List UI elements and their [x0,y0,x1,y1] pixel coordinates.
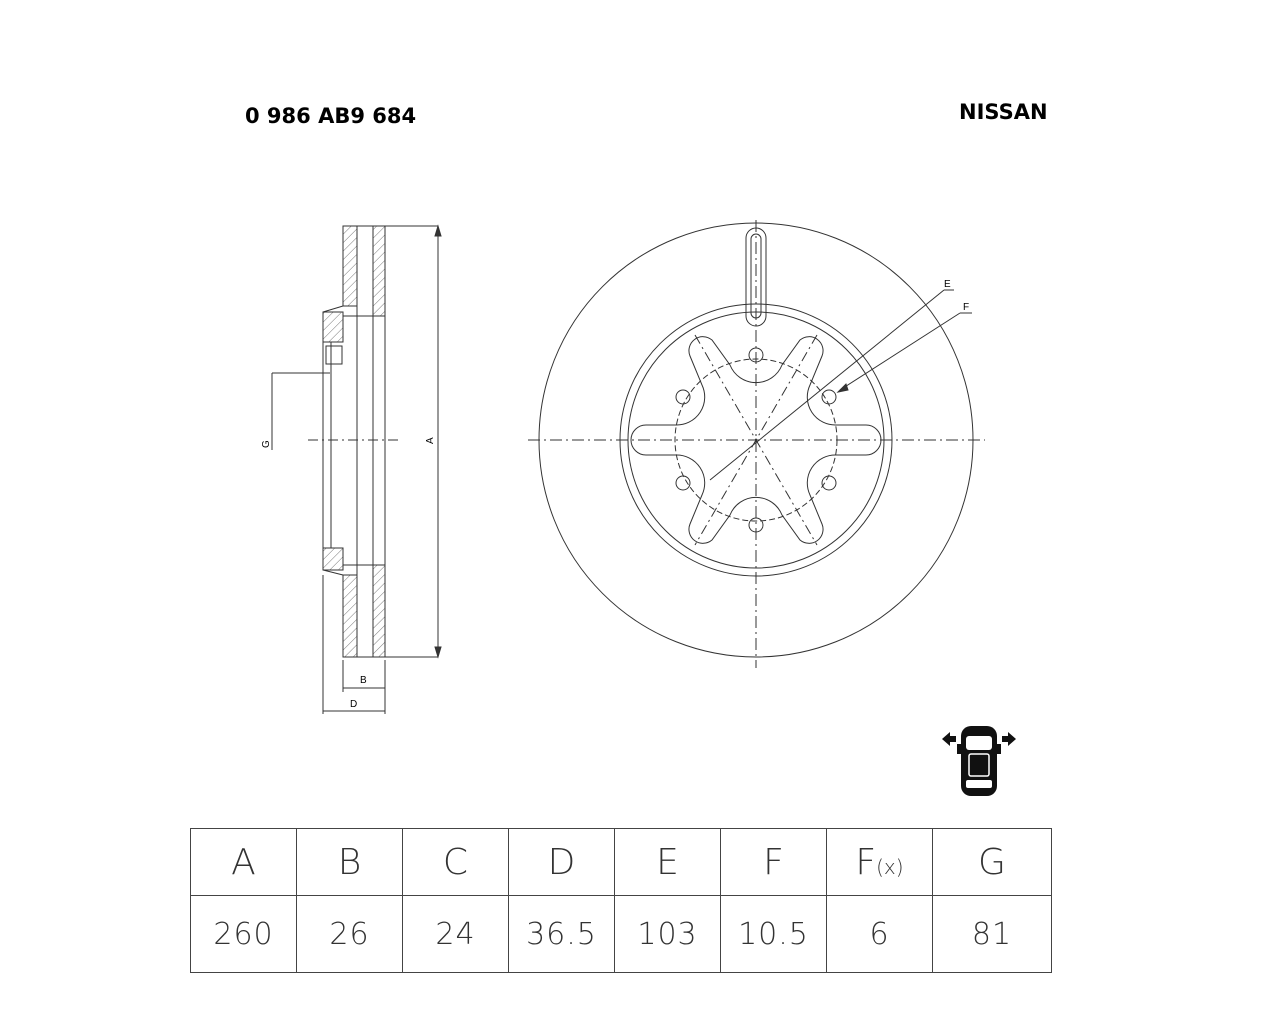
spec-value-b: 26 [297,896,403,973]
spec-header-d: D [509,829,615,896]
part-number: 0 986 AB9 684 [245,104,417,128]
spec-value-c: 24 [403,896,509,973]
dim-label-e: E [944,279,951,290]
spec-header-row [191,829,1052,896]
spec-header-fx [827,829,933,896]
spec-header-f: F [721,829,827,896]
front-view [528,220,985,668]
spec-value-f: 10.5 [721,896,827,973]
spec-value-a: 260 [191,896,297,973]
spec-header-fx-letter: F [855,841,877,883]
spec-value-fx: 6 [827,896,933,973]
spec-value-d: 36.5 [509,896,615,973]
spec-table [190,828,1052,973]
front-axle-car-icon [940,720,1020,800]
spec-value-g: 81 [933,896,1052,973]
dim-label-d: D [350,699,358,710]
spec-value-row [191,896,1052,973]
spec-header-e: E [615,829,721,896]
spec-header-b: B [297,829,403,896]
spec-value-e: 103 [615,896,721,973]
spec-header-fx-subscript: (x) [876,854,904,879]
dim-label-g: G [261,440,272,448]
dim-label-a: A [425,437,436,444]
dim-label-f: F [963,302,970,313]
spec-header-a: A [191,829,297,896]
spec-header-g: G [933,829,1052,896]
dim-label-b: B [360,675,367,686]
spec-header-c: C [403,829,509,896]
side-section-view [272,226,441,714]
vehicle-brand: NISSAN [959,100,1048,124]
